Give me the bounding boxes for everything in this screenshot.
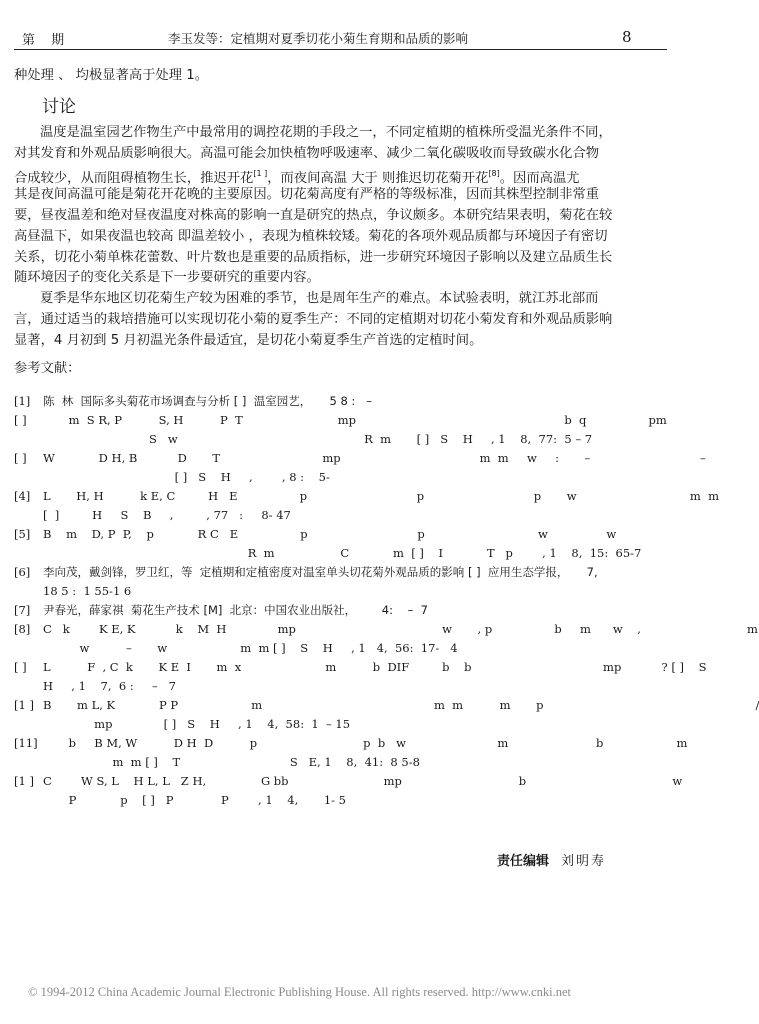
paragraph-text: ，而夜间高温 大于 则推迟切花菊开花 [267,171,489,187]
reference-text: 尹春光，薛家祺 菊花生产技术 [M] 北京：中国农业出版社， 4: – 7 [43,602,428,617]
page-number: 8 [622,28,632,46]
paragraph-line [14,164,654,185]
responsible-editor [497,850,606,869]
reference-text: 陈 林 国际多头菊花市场调查与分析 [ ] 温室园艺， 5 8 : – [43,393,373,408]
reference-item [14,525,654,563]
running-title: 李玉发等：定植期对夏季切花小菊生育期和品质的影响 [168,31,469,46]
paragraph-line: 夏季是华东地区切花菊生产较为困难的季节，也是周年生产的难点。本试验表明，就江苏北部而 [40,291,599,307]
discussion-paragraph-1 [14,123,654,289]
paragraph-line: 对其发育和外观品质影响很大。高温可能会加快植物呼吸速率、减少二氧化碳吸收而导致碳水化合物 [14,145,600,161]
reference-text: L F , C k K E I m x m b DIF b b mp ? [ ] S [43,659,707,674]
reference-item [14,734,688,772]
paragraph-text: 。因而高温尤 [499,171,580,187]
reference-number: [ ] [14,659,27,674]
reference-item [14,620,758,658]
reference-text: m m [ ] T S E, 1 8, 41: 8 5-8 [43,754,420,769]
carry-over-line: 种处理 、 均极显著高于处理 1。 [14,68,208,83]
reference-text: b B M, W D H D p p b w m b m [43,735,688,750]
reference-text: B m D, P P, p R C E p p w w [43,526,617,541]
citation[interactable]: [8] [488,169,500,179]
reference-text: S w R m [ ] S H , 1 8, 77: 5 – 7 [43,431,593,446]
article-body [14,66,759,810]
reference-text: H , 1 7, 6 : – 7 [43,678,176,693]
reference-number: [1 ] [14,773,34,788]
reference-item [14,658,707,696]
paragraph-line: 显著，4 月初到 5 月初温光条件最适宜，是切花小菊夏季生产首选的定植时间。 [14,332,483,348]
references-heading: 参考文献： [14,360,81,376]
reference-text: C W S, L H L, L Z H, G bb mp b w [43,773,683,788]
reference-text: R m C m [ ] I T p , 1 8, 15: 65-7 [43,545,642,560]
reference-item [14,392,654,411]
reference-item [14,772,683,810]
reference-text: B m L, K P P m m m m p / [43,697,759,712]
editor-label: 责任编辑 [497,854,550,869]
reference-text: [ ] S H , , 8 : 5- [43,469,330,484]
reference-item [14,411,667,449]
reference-number: [ ] [14,450,27,465]
reference-text: mp [ ] S H , 1 4, 58: 1 – 15 [43,716,351,731]
editor-name: 刘明寿 [561,854,607,869]
reference-text: W D H, B D T mp m m w : – – [43,450,706,465]
paragraph-line: 要，昼夜温差和绝对昼夜温度对株高的影响一直是研究的热点，争议颇多。本研究结果表明，菊花在较 [14,207,613,223]
reference-list [14,392,759,810]
reference-item [14,487,720,525]
reference-text: C k K E, K k M H mp w , p b m w , m [43,621,758,636]
reference-number: [1 ] [14,697,34,712]
reference-item [14,696,759,734]
paragraph-line: 随环境因子的变化关系是下一步要研究的重要内容。 [14,270,320,286]
reference-text: 18 5 : 1 55-1 6 [43,583,132,598]
paragraph-line: 其是夜间高温可能是菊花开花晚的主要原因。切花菊高度有严格的等级标准，因而其株型控制非常重 [14,187,600,203]
reference-number: [ ] [14,412,27,427]
paragraph-line: 关系，切花小菊单株花蕾数、叶片数也是重要的品质指标，进一步研究环境因子影响以及建立品质生长 [14,249,613,265]
reference-text: [ ] H S B , , 77 : 8- 47 [43,507,291,522]
reference-text: L H, H k E, C H E p p p w m m [43,488,720,503]
reference-number: [4] [14,488,31,503]
reference-text: m S R, P S, H P T mp b q pm [43,412,667,427]
reference-number: [11] [14,735,38,750]
reference-text: w – w m m [ ] S H , 1 4, 56: 17- 4 [43,640,458,655]
discussion-paragraph-2 [14,289,654,351]
reference-text: 李向茂，戴剑锋，罗卫红，等 定植期和定植密度对温室单头切花菊外观品质的影响 [ ] 应用生态学报， 7, [43,564,598,579]
citation[interactable]: [1 ] [253,169,268,179]
issue-label: 第 期 [22,33,71,48]
paragraph-line: 温度是温室园艺作物生产中最常用的调控花期的手段之一，不同定植期的植株所受温光条件不同， [40,124,612,140]
reference-text: P p [ ] P P , 1 4, 1- 5 [43,792,346,807]
reference-item [14,601,654,620]
paragraph-line: 言，通过适当的栽培措施可以实现切花小菊的夏季生产：不同的定植期对切花小菊发育和外观品质影响 [14,311,613,327]
reference-number: [6] [14,564,31,579]
paragraph-text: 合成较少，从而阻碍植物生长，推迟开花 [14,171,254,187]
paragraph-line: 高昼温下，如果夜温也较高 即温差较小 ，表现为植株较矮。菊花的各项外观品质都与环境因子有密切 [14,228,608,244]
page-header [0,0,681,48]
reference-item [14,449,706,487]
copyright-footer: © 1994-2012 China Academic Journal Electronic Publishing House. All rights reserved. http://www.cnki.net [28,985,571,999]
reference-item [14,563,654,601]
section-title: 讨论 [42,96,76,117]
reference-number: [8] [14,621,31,636]
reference-number: [1] [14,393,31,408]
reference-number: [5] [14,526,31,541]
reference-number: [7] [14,602,31,617]
header-rule [14,49,667,50]
